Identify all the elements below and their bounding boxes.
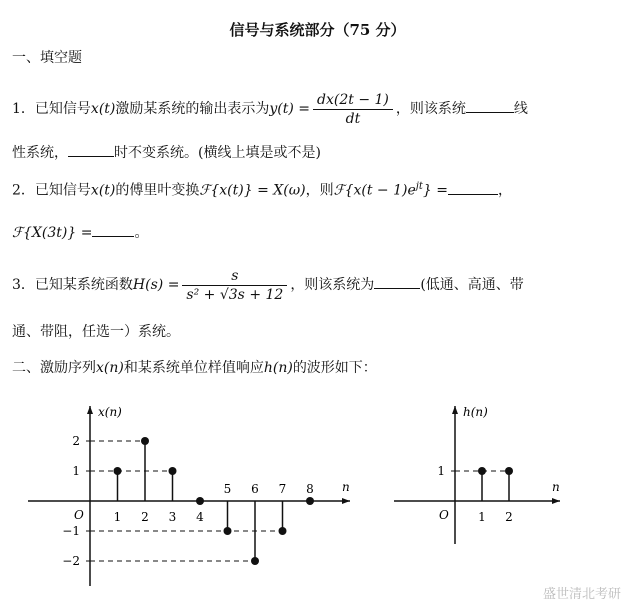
- q1-text-pre: 已知信号: [34, 101, 91, 117]
- q3-text-post2: (低通、高通、带: [420, 277, 524, 293]
- x-plot-x-tick-label-3: 3: [168, 510, 177, 524]
- q3-fraction: [182, 267, 287, 304]
- x-plot-x-tick-label-5: 5: [223, 482, 232, 496]
- watermark: 盛世清北考研: [542, 587, 621, 602]
- q1-line2-a: 性系统，: [12, 145, 68, 161]
- x-plot-point-5: [224, 527, 232, 535]
- q1-blank-2[interactable]: [68, 142, 114, 157]
- q2-text-mid: 的傅里叶变换: [115, 182, 200, 199]
- q3-text-pre: 已知某系统函数: [34, 277, 133, 293]
- x-plot-point-2: [141, 437, 149, 445]
- sec2-mid: 和某系统单位样值响应: [123, 360, 264, 376]
- q2-expr-3: ℱ{X(3t)} =: [12, 225, 93, 241]
- x-plot-x-tick-label-6: 6: [251, 482, 259, 496]
- q1-frac-den: dt: [345, 110, 361, 127]
- h-n-stem-plot: [388, 390, 588, 550]
- q3-number: 3．: [12, 277, 35, 293]
- x-plot-point-4: [196, 497, 204, 505]
- h-plot-x-axis-arrow: [552, 498, 560, 504]
- h-plot-x-label: n: [552, 480, 560, 494]
- question-1-line-2: [12, 142, 321, 163]
- question-2-line-2: [12, 222, 148, 243]
- x-plot-origin-label: O: [74, 508, 84, 522]
- page-title: 信号与系统部分（75 分）: [229, 21, 406, 39]
- q2-expr-2: ℱ{x(t − 1)e: [333, 182, 416, 199]
- x-plot-x-tick-label-4: 4: [196, 510, 204, 524]
- x-plot-point-6: [251, 557, 259, 565]
- q2-expr-2b: } =: [422, 182, 448, 199]
- q3-frac-num: s: [182, 267, 287, 286]
- q1-line2-b: 时不变系统。(横线上填是或不是): [114, 145, 321, 161]
- q2-exponent: jt: [415, 181, 423, 192]
- question-3-line-2: 通、带阻，任选一）系统。: [12, 324, 180, 340]
- section-1-heading: 一、填空题: [12, 50, 82, 66]
- sec2-pre: 二、激励序列: [12, 360, 96, 376]
- q1-frac-num: dx(2t − 1): [313, 91, 393, 110]
- x-plot-x-tick-label-1: 1: [113, 510, 122, 524]
- q2-blank-1[interactable]: [448, 180, 498, 195]
- x-plot-point-7: [279, 527, 287, 535]
- x-plot-point-3: [169, 467, 177, 475]
- h-plot-point-1: [478, 467, 486, 475]
- q1-blank-1[interactable]: [466, 98, 514, 113]
- x-plot-x-tick-label-2: 2: [141, 510, 149, 524]
- x-plot-x-tick-label-8: 8: [306, 482, 314, 496]
- x-plot-y-label: x(n): [98, 405, 122, 419]
- q2-line2-end: 。: [134, 225, 149, 241]
- q2-x: x(t): [90, 182, 116, 199]
- x-plot-y-tick-label-2: −1: [62, 524, 80, 538]
- question-1-line-1: [12, 86, 528, 132]
- x-plot-y-tick-label-3: −2: [62, 554, 80, 568]
- sec2-h: h(n): [263, 360, 293, 376]
- h-plot-y-label: h(n): [463, 405, 488, 419]
- x-plot-y-tick-label-1: 1: [72, 464, 80, 478]
- q3-blank[interactable]: [374, 274, 420, 289]
- q2-text-pre: 已知信号: [34, 182, 91, 199]
- q2-text-mid2: ，则: [305, 182, 334, 199]
- h-plot-x-tick-label-2: 2: [505, 510, 513, 524]
- question-3-line-1: [12, 262, 524, 308]
- q2-number: 2．: [12, 182, 35, 199]
- x-plot-y-tick-label-0: 2: [72, 434, 80, 448]
- q2-end: ，: [497, 182, 512, 199]
- x-plot-y-axis-arrow: [87, 406, 93, 414]
- q1-text-mid: 激励某系统的输出表示为: [115, 101, 270, 117]
- x-n-stem-plot: [0, 390, 370, 600]
- q3-text-post: ，则该系统为: [290, 277, 375, 293]
- q1-y: y(t) =: [269, 101, 311, 117]
- q1-number: 1．: [12, 101, 35, 117]
- h-plot-y-tick-label-0: 1: [437, 464, 445, 478]
- x-plot-point-8: [306, 497, 314, 505]
- question-2-line-1: [12, 177, 512, 201]
- x-plot-x-tick-label-7: 7: [278, 482, 287, 496]
- q2-expr-1: ℱ{x(t)} = X(ω): [199, 182, 306, 199]
- q1-text-post: ，则该系统: [395, 101, 466, 117]
- q3-h: H(s) =: [132, 277, 180, 293]
- q1-fraction: [313, 91, 393, 128]
- x-plot-point-1: [114, 467, 122, 475]
- sec2-x: x(n): [96, 360, 124, 376]
- q3-frac-den: s² + √3s + 12: [186, 286, 284, 303]
- sec2-post: 的波形如下：: [292, 360, 377, 376]
- h-plot-x-tick-label-1: 1: [478, 510, 486, 524]
- q1-text-post2: 线: [513, 101, 528, 117]
- h-plot-origin-label: O: [439, 508, 449, 522]
- q1-x: x(t): [90, 101, 116, 117]
- q2-blank-2[interactable]: [92, 222, 134, 237]
- h-plot-point-2: [505, 467, 513, 475]
- h-plot-y-axis-arrow: [452, 406, 458, 414]
- x-plot-x-label: n: [342, 480, 350, 494]
- section-2-heading: [12, 358, 377, 378]
- x-plot-x-axis-arrow: [342, 498, 350, 504]
